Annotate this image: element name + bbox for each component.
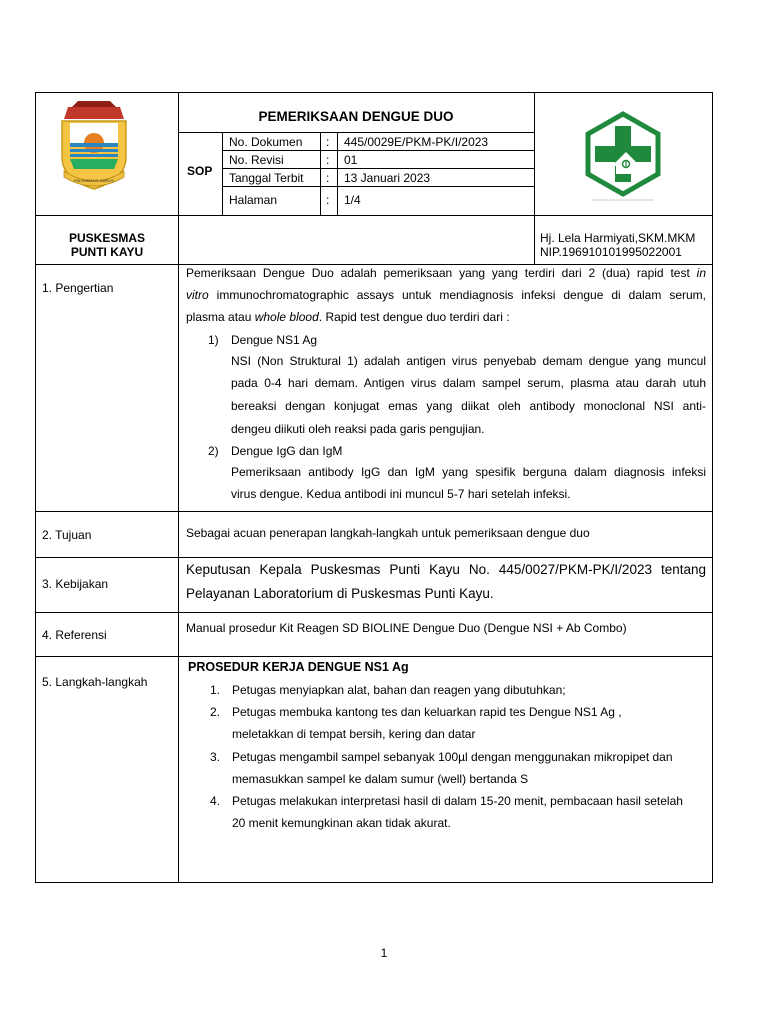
pengertian-intro-line: plasma atau whole blood. Rapid test dengue duo terdiri dari :	[186, 310, 510, 324]
list-number: 2)	[208, 444, 219, 458]
section-label-langkah: 5. Langkah-langkah	[42, 675, 148, 689]
section-label-pengertian: 1. Pengertian	[42, 281, 114, 295]
meta-sep: :	[326, 153, 330, 167]
list-item-title: Dengue IgG dan IgM	[231, 444, 343, 458]
step-number: 2.	[210, 705, 221, 719]
list-item-title: Dengue NS1 Ag	[231, 333, 318, 347]
step-number: 3.	[210, 750, 221, 764]
meta-value-no-revisi: 01	[344, 153, 358, 167]
meta-label-tanggal-terbit: Tanggal Terbit	[229, 171, 304, 185]
meta-label-no-dokumen: No. Dokumen	[229, 135, 303, 149]
page-number: 1	[380, 946, 388, 960]
section-label-tujuan: 2. Tujuan	[42, 528, 92, 542]
section-label-referensi: 4. Referensi	[42, 628, 107, 642]
list-item-line: virus dengue. Kedua antibodi ini muncul 5-7 hari setelah infeksi.	[231, 487, 571, 501]
puskesmas-logo	[582, 110, 664, 204]
signatory-nip: NIP.196910101995022001	[540, 245, 682, 259]
list-item-line: dengeu diikuti oleh reaksi pada garis pengujian.	[231, 422, 485, 436]
regional-emblem-text: PALEMBANG DARUS	[74, 178, 114, 183]
list-item-line: Pemeriksaan antibody IgG dan IgM yang spesifik berguna dalam diagnosis infeksi	[231, 465, 706, 479]
list-item-line: NSI (Non Struktural 1) adalah antigen virus penyebab demam dengue yang muncul	[231, 354, 706, 368]
meta-value-halaman: 1/4	[344, 193, 361, 207]
step-line: meletakkan di tempat bersih, kering dan datar	[232, 727, 476, 741]
document-title: PEMERIKSAAN DENGUE DUO	[258, 109, 454, 124]
langkah-heading: PROSEDUR KERJA DENGUE NS1 Ag	[188, 660, 409, 674]
tujuan-text: Sebagai acuan penerapan langkah-langkah untuk pemeriksaan dengue duo	[186, 526, 590, 540]
step-line: Petugas melakukan interpretasi hasil di dalam 15-20 menit, pembacaan hasil setelah	[232, 794, 683, 808]
step-line: memasukkan sampel ke dalam sumur (well) bertanda S	[232, 772, 529, 786]
meta-value-no-dokumen: 445/0029E/PKM-PK/I/2023	[344, 135, 489, 149]
meta-label-no-revisi: No. Revisi	[229, 153, 284, 167]
kebijakan-line: Pelayanan Laboratorium di Puskesmas Punti Kayu.	[186, 586, 494, 601]
referensi-text: Manual prosedur Kit Reagen SD BIOLINE Dengue Duo (Dengue NSI + Ab Combo)	[186, 621, 627, 635]
step-line: 20 menit kemungkinan akan tidak akurat.	[232, 816, 451, 830]
meta-sep: :	[326, 193, 330, 207]
sop-label: SOP	[187, 164, 213, 178]
list-number: 1)	[208, 333, 219, 347]
pengertian-intro-line: vitro immunochromatographic assays untuk mendiagnosis infeksi dengue di dalam serum,	[186, 288, 706, 302]
step-number: 1.	[210, 683, 221, 697]
meta-sep: :	[326, 135, 330, 149]
list-item-line: pada 0-4 hari demam. Antigen virus dalam sampel serum, plasma atau darah utuh	[231, 376, 706, 390]
institution-name: PUSKESMAS	[68, 231, 145, 245]
institution-name-line2: PUNTI KAYU	[70, 245, 144, 259]
kebijakan-line: Keputusan Kepala Puskesmas Punti Kayu No. 445/0027/PKM-PK/I/2023 tentang	[186, 562, 706, 577]
list-item-line: bereaksi dengan konjugat emas yang diikat oleh antibody monoclonal NSI anti-	[231, 399, 706, 413]
step-line: Petugas membuka kantong tes dan keluarkan rapid tes Dengue NS1 Ag ,	[232, 705, 622, 719]
step-line: Petugas menyiapkan alat, bahan dan reagen yang dibutuhkan;	[232, 683, 566, 697]
meta-label-halaman: Halaman	[229, 193, 278, 207]
pengertian-intro-line: Pemeriksaan Dengue Duo adalah pemeriksaan yang yang terdiri dari 2 (dua) rapid test in	[186, 266, 706, 280]
step-line: Petugas mengambil sampel sebanyak 100µl dengan menggunakan mikropipet dan	[232, 750, 673, 764]
signatory-name: Hj. Lela Harmiyati,SKM.MKM	[540, 231, 696, 245]
meta-sep: :	[326, 171, 330, 185]
step-number: 4.	[210, 794, 221, 808]
section-label-kebijakan: 3. Kebijakan	[42, 577, 109, 591]
meta-value-tanggal-terbit: 13 Januari 2023	[344, 171, 431, 185]
